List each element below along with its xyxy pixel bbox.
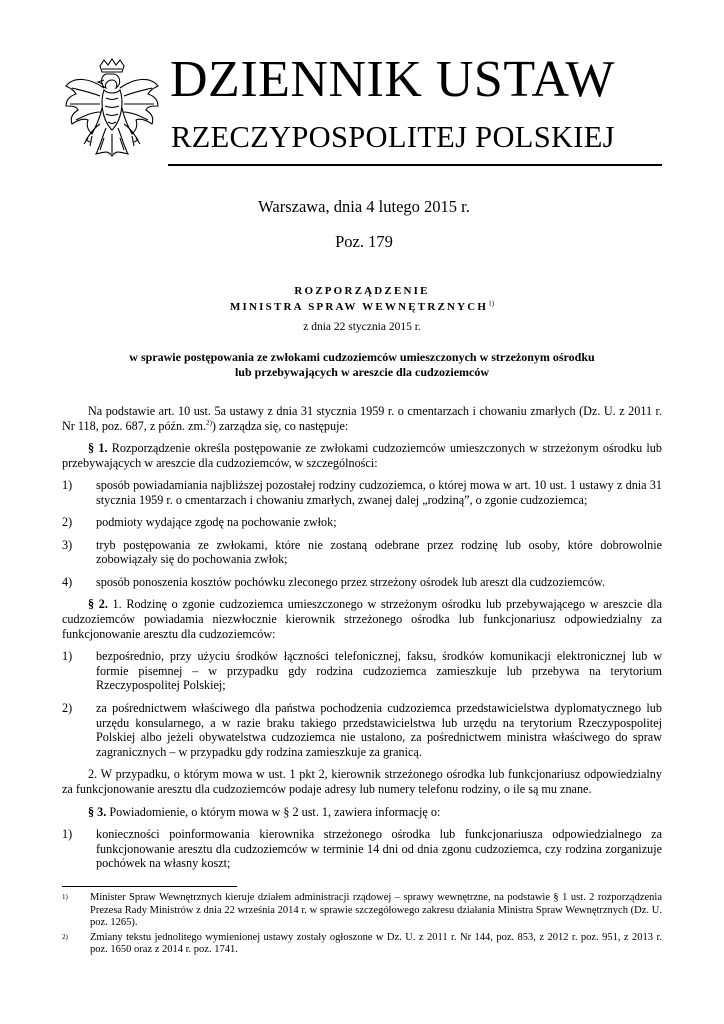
list-item: [62, 515, 662, 530]
section-2: [62, 597, 662, 641]
list-item-number: 2): [62, 700, 73, 715]
section-2-list: [62, 649, 662, 760]
section-3-text: Powiadomienie, o którym mowa w § 2 ust. 1, zawiera informację o:: [106, 804, 441, 819]
list-item: [62, 701, 662, 760]
list-item-number: 1): [62, 826, 73, 841]
masthead-divider: [168, 164, 662, 166]
publication-date: Warszawa, dnia 4 lutego 2015 r.: [258, 197, 470, 216]
list-item: [62, 538, 662, 568]
act-issued-date: z dnia 22 stycznia 2015 r.: [303, 321, 421, 333]
section-2-text: 1. Rodzinę o zgonie cudzoziemca umieszczonego w strzeżonym ośrodku lub przebywającego w areszcie dla cudzoziemców powiadamia niezwłocznie kierownik strzeżonego ośrodka lub funkcjonariusz odpowiedzialny za funkcjonowanie aresztu dla cudzoziemców:: [62, 596, 663, 641]
section-3-mark: § 3.: [88, 804, 107, 819]
footnote-mark: 2): [62, 932, 68, 941]
list-item-text: konieczności poinformowania kierownika strzeżonego ośrodka lub funkcjonariusza odpowiedzialnego za funkcjonowanie aresztu dla cudzoziemców w terminie 14 dni od dnia zgonu cudzoziemca, czy rodzina zorganizuje pochówek na własny koszt;: [96, 826, 662, 871]
list-item-text: sposób ponoszenia kosztów pochówku zleconego przez strzeżony ośrodek lub areszt dla cudzoziemców.: [96, 574, 605, 589]
footnote-text: Minister Spraw Wewnętrznych kieruje działem administracji rządowej – sprawy wewnętrzne, na podstawie § 1 ust. 2 rozporządzenia Prezesa Rady Ministrów z dnia 22 września 2014 r. w sprawie szczegółowego zakresu działania Ministra Spraw Wewnętrznych (Dz. U. poz. 1265).: [90, 892, 662, 929]
act-subject-line-2: lub przebywających w areszcie dla cudzoziemców: [234, 365, 490, 379]
footnote-divider: [62, 886, 237, 887]
list-item-text: tryb postępowania ze zwłokami, które nie zostaną odebrane przez rodzinę lub osoby, które dobrowolnie zobowiązały się do pochowania zwłok;: [96, 537, 662, 567]
section-1-text: Rozporządzenie określa postępowanie ze zwłokami cudzoziemców umieszczonych w strzeżonym ośrodku lub przebywających w areszcie dla cudzoziemców, w szczególności:: [62, 441, 662, 470]
footnote-ref-2: 2): [206, 418, 212, 427]
masthead-title: DZIENNIK USTAW: [170, 51, 615, 108]
footnote-ref-1: 1): [488, 299, 495, 308]
list-item-text: bezpośrednio, przy użyciu środków łączności telefonicznej, faksu, środków komunikacji elektronicznej lub w formie pisemnej – w przypadku gdy rodzina cudzoziemca zamieszkuje lub przebywa na terytorium Rzeczypospolitej Polskiej;: [96, 648, 662, 693]
section-2-paragraph-2: 2. W przypadku, o którym mowa w ust. 1 pkt 2, kierownik strzeżonego ośrodka lub funkcjonariusz odpowiedzialny za funkcjonowanie aresztu dla cudzoziemców podaje adresy lub numery telefonu rodziny, o ile są mu znane.: [62, 767, 662, 797]
act-subject-line-1: w sprawie postępowania ze zwłokami cudzoziemców umieszczonych w strzeżonym ośrodku: [129, 350, 595, 364]
position-number: Poz. 179: [335, 232, 393, 251]
list-item-text: podmioty wydające zgodę na pochowanie zwłok;: [96, 515, 337, 530]
footnotes: [62, 892, 662, 959]
list-item-number: 1): [62, 478, 73, 493]
section-2-mark: § 2.: [88, 596, 108, 611]
footnote-text: Zmiany tekstu jednolitego wymienionej ustawy zostały ogłoszone w Dz. U. z 2011 r. Nr 144, poz. 853, z 2012 r. poz. 951, z 2013 r. poz. 1650 oraz z 2014 r. poz. 1741.: [90, 931, 662, 956]
section-3: [62, 805, 662, 820]
act-issuer: [0, 301, 724, 313]
act-kind: ROZPORZĄDZENIE: [294, 285, 430, 297]
list-item: [62, 827, 662, 871]
footnote: [62, 932, 662, 957]
list-item-number: 4): [62, 574, 73, 589]
masthead-subtitle: RZECZYPOSPOLITEJ POLSKIEJ: [171, 120, 615, 154]
list-item-number: 2): [62, 515, 73, 530]
list-item: [62, 478, 662, 508]
section-3-list: [62, 827, 662, 871]
footnote-mark: 1): [62, 893, 68, 901]
preamble: [62, 404, 662, 434]
section-1-mark: § 1.: [88, 441, 108, 456]
document-body: [62, 404, 662, 879]
section-1-list: [62, 478, 662, 589]
list-item-number: 1): [62, 648, 73, 663]
list-item: [62, 575, 662, 590]
list-item: [62, 649, 662, 693]
list-item-text: za pośrednictwem właściwego dla państwa pochodzenia cudzoziemca przedstawicielstwa dyplomatycznego lub urzędu konsularnego, a w razie braku takiego przedstawicielstwa lub urzędu na terytorium Rzeczypospolitej Polskiej albo jeżeli obywatelstwa cudzoziemca nie ustalono, za pośrednictwem ministra właściwego do spraw zagranicznych – w przypadku gdy rodzina zamieszkuje za granicą.: [96, 700, 662, 760]
section-1: [62, 441, 662, 471]
white-eagle-emblem-icon: [60, 58, 164, 168]
footnote: [62, 892, 662, 930]
act-issuer-text: MINISTRA SPRAW WEWNĘTRZNYCH: [229, 301, 489, 313]
act-subject: [120, 350, 604, 380]
list-item-number: 3): [62, 537, 73, 552]
list-item-text: sposób powiadamiania najbliższej pozostałej rodziny cudzoziemca, o której mowa w art. 10 ust. 1 ustawy z dnia 31 stycznia 1959 r. o cmentarzach i chowaniu zmarłych, zwanej dalej „rodziną”, o zgonie cudzoziemca;: [96, 478, 662, 507]
preamble-text: Na podstawie art. 10 ust. 5a ustawy z dnia 31 stycznia 1959 r. o cmentarzach i chowaniu zmarłych (Dz. U. z 2011 r. Nr 118, poz. 687, z późn. zm.: [62, 404, 662, 433]
preamble-text-end: ) zarządza się, co następuje:: [211, 418, 349, 433]
